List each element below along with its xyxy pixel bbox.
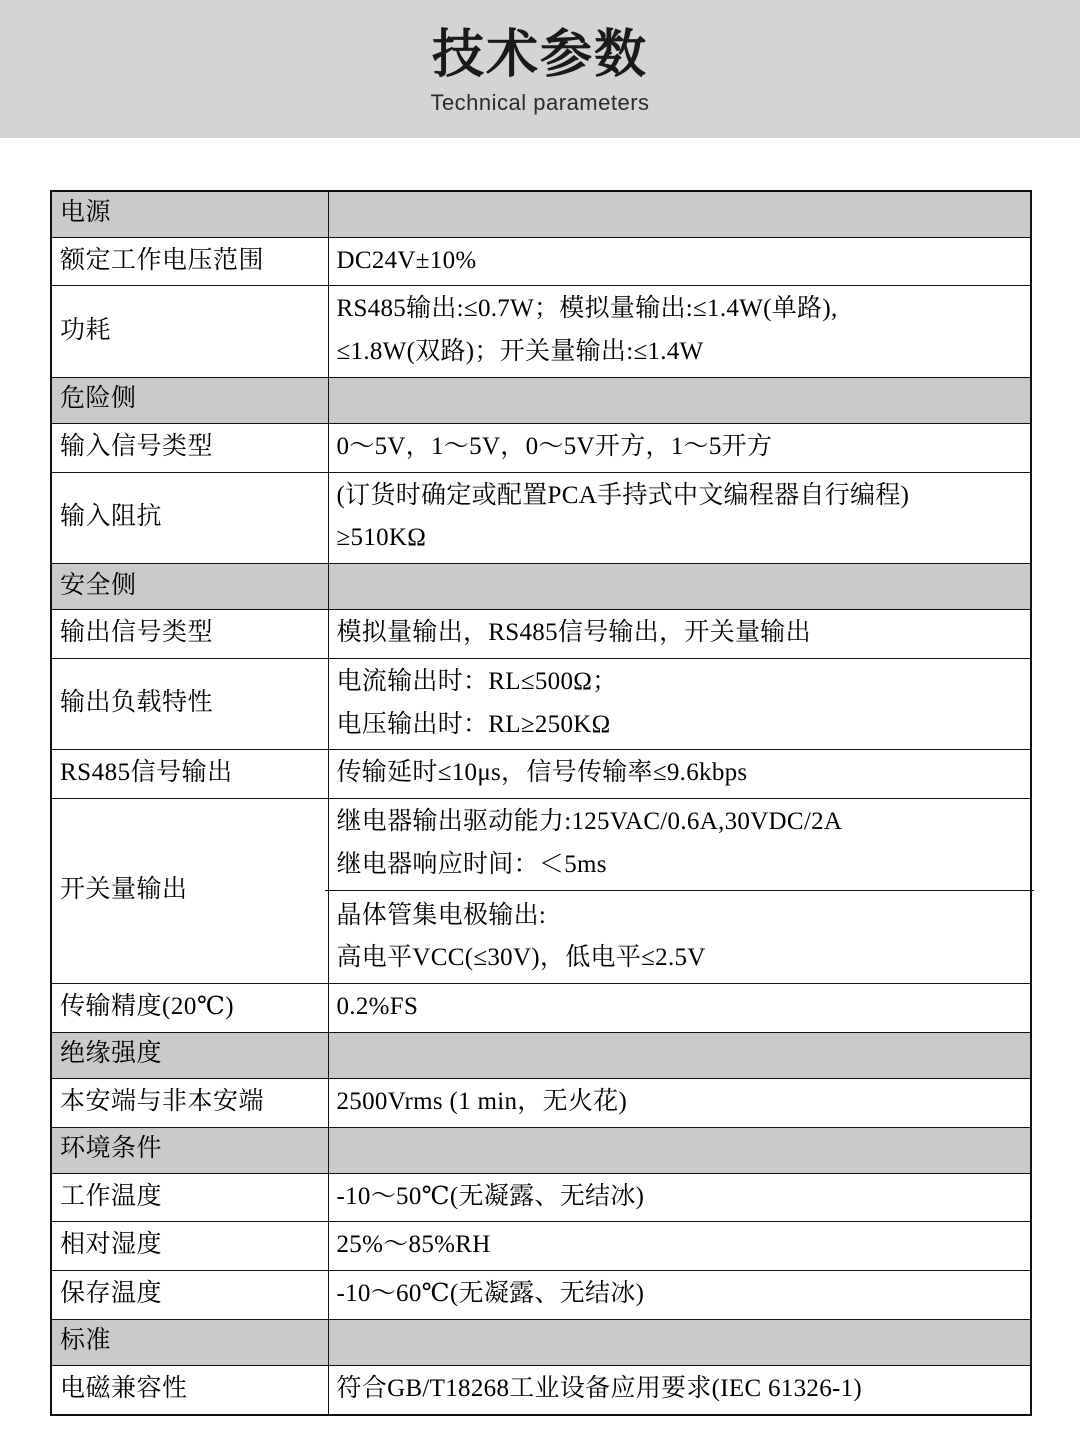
table-row	[51, 237, 1031, 286]
table-row	[51, 1078, 1031, 1127]
row-label: 输出负载特性	[51, 658, 328, 750]
row-label: 传输精度(20℃)	[51, 984, 328, 1033]
section-label: 环境条件	[51, 1127, 328, 1173]
row-value	[328, 286, 1031, 378]
row-value: 传输延时≤10μs，信号传输率≤9.6kbps	[328, 750, 1031, 799]
row-label: 相对湿度	[51, 1222, 328, 1271]
table-row	[51, 658, 1031, 750]
row-value-line1: (订货时确定或配置PCA手持式中文编程器自行编程)	[336, 481, 910, 509]
row-value-line2: 电压输出时：RL≥250KΩ	[336, 710, 611, 738]
row-value	[328, 658, 1031, 750]
row-label: 输出信号类型	[51, 610, 328, 659]
section-label: 绝缘强度	[51, 1032, 328, 1078]
row-label: 电磁兼容性	[51, 1365, 328, 1414]
table-section-row	[51, 1127, 1031, 1173]
row-label: 开关量输出	[51, 799, 328, 984]
spec-table-wrapper	[50, 190, 1030, 1416]
table-row	[51, 1222, 1031, 1271]
row-value: 0.2%FS	[328, 984, 1031, 1033]
row-value: 0～5V，1～5V，0～5V开方，1～5开方	[328, 423, 1031, 472]
row-value-line2: 继电器响应时间：＜5ms	[336, 850, 607, 878]
technical-parameters-table	[50, 190, 1032, 1416]
table-section-row	[51, 1032, 1031, 1078]
page-title: 技术参数	[431, 25, 648, 84]
row-label: 额定工作电压范围	[51, 237, 328, 286]
section-label: 危险侧	[51, 377, 328, 423]
table-row	[51, 472, 1031, 564]
section-value	[328, 191, 1031, 237]
row-value-line4: 高电平VCC(≤30V)，低电平≤2.5V	[336, 944, 706, 972]
table-section-row	[51, 1319, 1031, 1365]
table-row	[51, 984, 1031, 1033]
section-label: 安全侧	[51, 564, 328, 610]
section-value	[328, 1127, 1031, 1173]
section-value	[328, 1319, 1031, 1365]
row-value: DC24V±10%	[328, 237, 1031, 286]
row-label: 本安端与非本安端	[51, 1078, 328, 1127]
page-header	[0, 0, 1080, 138]
table-row	[51, 1365, 1031, 1414]
table-row	[51, 799, 1031, 984]
table-row	[51, 1271, 1031, 1320]
row-value	[328, 799, 1031, 984]
row-label: RS485信号输出	[51, 750, 328, 799]
section-value	[328, 377, 1031, 423]
page-subtitle: Technical parameters	[430, 90, 650, 116]
table-section-row	[51, 564, 1031, 610]
table-row	[51, 610, 1031, 659]
row-value: 25%～85%RH	[328, 1222, 1031, 1271]
table-row	[51, 286, 1031, 378]
row-value: -10～60℃(无凝露、无结冰)	[328, 1271, 1031, 1320]
row-value: 2500Vrms (1 min，无火花)	[328, 1078, 1031, 1127]
table-section-row	[51, 377, 1031, 423]
section-value	[328, 564, 1031, 610]
row-value-line1: 继电器输出驱动能力:125VAC/0.6A,30VDC/2A	[336, 808, 843, 835]
table-row	[51, 423, 1031, 472]
row-value	[328, 472, 1031, 564]
row-value-line2: ≥510KΩ	[336, 524, 427, 552]
section-label: 电源	[51, 191, 328, 237]
row-label: 保存温度	[51, 1271, 328, 1320]
table-row	[51, 1173, 1031, 1222]
row-value-line1: RS485输出:≤0.7W；模拟量输出:≤1.4W(单路),	[336, 295, 838, 323]
table-row	[51, 750, 1031, 799]
row-label: 输入信号类型	[51, 423, 328, 472]
row-value-line1: 电流输出时：RL≤500Ω；	[336, 667, 618, 695]
row-value: 模拟量输出，RS485信号输出，开关量输出	[328, 610, 1031, 659]
row-label: 输入阻抗	[51, 472, 328, 564]
row-value: -10～50℃(无凝露、无结冰)	[328, 1173, 1031, 1222]
row-label: 功耗	[51, 286, 328, 378]
row-value-line3: 晶体管集电极输出:	[325, 890, 1035, 933]
table-section-row	[51, 191, 1031, 237]
row-value: 符合GB/T18268工业设备应用要求(IEC 61326-1)	[328, 1365, 1031, 1414]
section-label: 标准	[51, 1319, 328, 1365]
row-value-line2: ≤1.8W(双路)；开关量输出:≤1.4W	[336, 338, 704, 365]
section-value	[328, 1032, 1031, 1078]
row-label: 工作温度	[51, 1173, 328, 1222]
